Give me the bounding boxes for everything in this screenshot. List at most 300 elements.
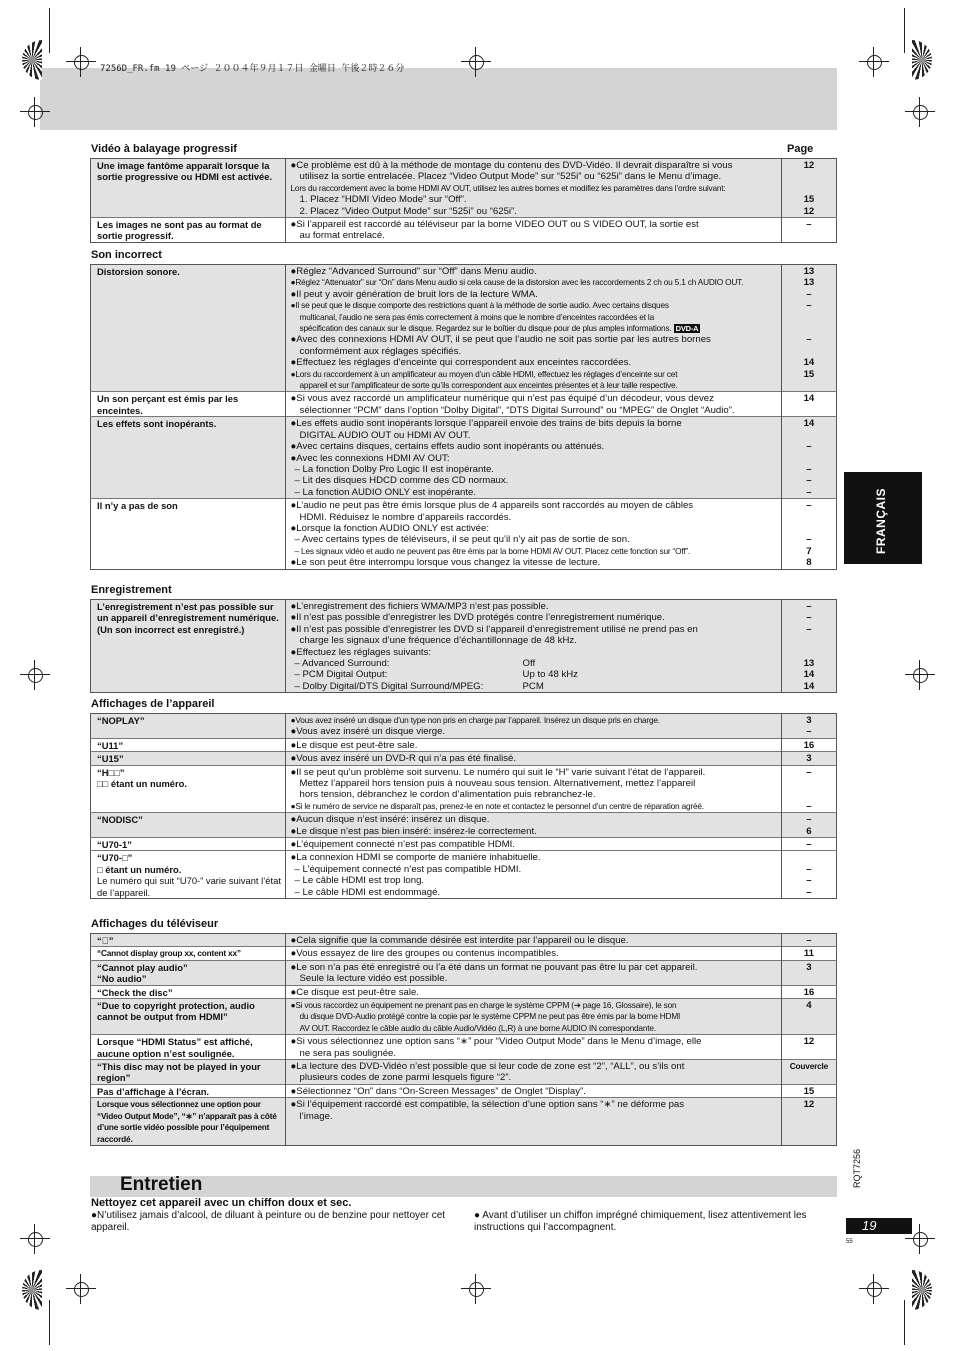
table-row [91, 218, 837, 243]
cause-cell [91, 1060, 286, 1085]
remedy-line: ●Lorsque la fonction AUDIO ONLY est activée: [290, 522, 489, 534]
remedy-cell [285, 714, 781, 739]
remedy-line: l’image. [299, 1110, 333, 1122]
setting-value: Off [522, 658, 536, 670]
remedy-line: AV OUT. Raccordez le câble audio du câble Audio/Vidéo (L,R) à une borne AUDIO IN correspondante. [299, 1022, 656, 1033]
table-row [91, 851, 837, 899]
remedy-line: – La fonction Dolby Pro Logic II est inopérante. [294, 463, 494, 475]
page-ref: – [806, 288, 812, 300]
page-ref [782, 973, 836, 984]
cause-text: L’enregistrement n’est pas possible sur un appareil d’enregistrement numérique. (Un son incorrect est enregistré.) [97, 601, 279, 635]
model-code: RQT7256 [852, 1148, 862, 1188]
page-ref: 12 [803, 1036, 815, 1048]
page-ref [782, 789, 836, 800]
remedy-line: ●Effectuez les réglages suivants: [290, 646, 432, 658]
remedy-cell [285, 392, 781, 417]
page-ref: – [806, 800, 812, 812]
remedy-cell [285, 813, 781, 838]
remedy-line: ●L’enregistrement des fichiers WMA/MP3 n’est pas possible. [290, 601, 549, 612]
registration-mark-icon [20, 660, 50, 690]
registration-mark-icon [905, 97, 935, 127]
page-ref: – [806, 219, 812, 231]
page-ref: – [806, 623, 812, 635]
unit-display-table [90, 713, 837, 899]
remedy-line: ●Aucun disque n’est inséré: insérez un disque. [290, 814, 490, 826]
page-ref: 13 [803, 658, 815, 669]
page-ref: 11 [803, 948, 814, 960]
small-number: 55 [846, 1239, 853, 1245]
page-ref: – [806, 935, 812, 946]
sound-troubleshooting-table [90, 264, 837, 570]
registration-mark-icon [461, 47, 491, 77]
page-cell [781, 765, 836, 813]
page-ref: – [806, 463, 812, 475]
remedy-line: du disque DVD-Audio protégé contre la copie par le système CPPM ne peut pas être émis par la borne HDMI [299, 1011, 681, 1022]
setting-name: – Dolby Digital/DTS Digital Surround/MPEG: [294, 680, 484, 692]
remedy-line: Mettez l’appareil hors tension puis à nouveau sous tension. Alternativement, mettez l’appareil [299, 778, 696, 790]
cause-cell [91, 999, 286, 1035]
cause-text: “NODISC” [97, 814, 143, 826]
remedy-line: – Le câble HDMI est endommagé. [294, 886, 441, 898]
table-row [91, 1084, 837, 1097]
page-ref: 14 [803, 669, 815, 681]
remedy-line: ●Avec certains disques, certains effets audio sont inopérants ou atténués. [290, 441, 605, 453]
remedy-cell [285, 1098, 781, 1146]
remedy-cell [285, 218, 781, 243]
page-ref [782, 647, 836, 658]
cause-cell [91, 1084, 286, 1097]
crop-line [49, 1300, 50, 1345]
page-cell [781, 714, 836, 739]
registration-mark-icon [20, 1224, 50, 1254]
crop-target-icon [22, 1270, 42, 1310]
cause-cell [91, 1035, 286, 1060]
page-ref: – [806, 334, 812, 346]
remedy-line: 1. Placez “HDMI Video Mode” sur “Off”. [299, 194, 467, 206]
page-ref: 15 [803, 1085, 815, 1097]
registration-mark-icon [859, 47, 889, 77]
remedy-cell [285, 960, 781, 985]
section-title-son: Son incorrect [91, 249, 162, 261]
remedy-line: ●Si l’appareil est raccordé au téléviseur par la borne VIDEO OUT ou S VIDEO OUT, la sortie est [290, 219, 699, 231]
cause-cell [91, 392, 286, 417]
page-ref [782, 171, 836, 182]
page-ref: – [806, 863, 812, 875]
cause-text: “U70-1” [97, 839, 132, 851]
page-ref: – [806, 475, 812, 487]
remedy-cell [285, 417, 781, 499]
remedy-line: ●Réglez “Attenuator” sur “On” dans Menu audio si cela cause de la distorsion avec les raccordements 2 ch ou 5.1 ch AUDIO OUT. [290, 277, 744, 288]
table-row [91, 714, 837, 739]
cause-cell [91, 714, 286, 739]
crop-line [904, 8, 905, 53]
cause-text: “This disc may not be played in your region” [97, 1061, 261, 1084]
cause-cell [91, 985, 286, 998]
section-title-affichages-appareil: Affichages de l’appareil [91, 698, 215, 710]
cause-text: □ étant un numéro. [97, 863, 182, 875]
cause-text: “Cannot play audio” [97, 961, 188, 973]
remedy-cell [285, 1060, 781, 1085]
table-row [91, 265, 837, 392]
page-ref: 3 [806, 961, 812, 973]
remedy-line: hors tension, débranchez le cordon d’alimentation puis rebranchez-le. [299, 789, 596, 801]
remedy-line: conformément aux réglages spécifiés. [299, 345, 462, 357]
entretien-left-bullet: ●N’utilisez jamais d’alcool, de diluant à peinture ou de benzine pour nettoyer cet appareil. [91, 1210, 446, 1233]
remedy-line: ●Effectuez les réglages d’enceinte qui correspondent aux enceintes raccordées. [290, 357, 632, 369]
page-ref [782, 1048, 836, 1059]
table-row [91, 960, 837, 985]
page-ref: – [806, 486, 812, 498]
remedy-cell [285, 934, 781, 947]
table-row [91, 499, 837, 569]
cause-text: Lorsque vous sélectionnez une option pour “Video Output Mode”, “∗” n’apparaît pas à côté d’une sortie vidéo possible pour l’équipement raccordé. [97, 1099, 277, 1144]
remedy-cell [285, 159, 781, 218]
table-row [91, 752, 837, 765]
file-info-line: 7256D_FR.fm 19 ページ ２００４年９月１７日 金曜日 午後２時２６分 [100, 64, 405, 74]
registration-mark-icon [905, 660, 935, 690]
remedy-line: ●Si vous raccordez un équipement ne prenant pas en charge le système CPPM (➔ page 16, Glossaire), le son [290, 1000, 677, 1011]
crop-target-icon [22, 40, 42, 80]
page-ref: 13 [803, 277, 815, 289]
table-row [91, 392, 837, 417]
header-band [40, 68, 837, 130]
page-cell [781, 600, 836, 693]
page-ref [782, 405, 836, 416]
page-cell [781, 392, 836, 417]
page-ref: – [806, 766, 812, 778]
remedy-line: ●Vous avez inséré un DVD-R qui n’a pas été finalisé. [290, 753, 517, 765]
cause-cell [91, 765, 286, 813]
remedy-line: – L’équipement connecté n’est pas compatible HDMI. [294, 863, 522, 875]
page-ref: 12 [803, 1099, 815, 1111]
page-ref: – [806, 612, 812, 624]
cause-cell [91, 738, 286, 751]
setting-name: – Advanced Surround: [294, 658, 390, 670]
remedy-line: ●Lors du raccordement à un amplificateur au moyen d’un câble HDMI, effectuez les réglages d’enceinte sur cet [290, 368, 678, 379]
remedy-line: appareil et sur l’amplificateur de sorte qu’ils correspondent aux enceintes présentes et à leur taille respective. [299, 380, 678, 391]
page-ref: 8 [806, 557, 812, 569]
remedy-cell [285, 738, 781, 751]
remedy-line: ●Ce problème est dû à la méthode de montage du contenu des DVD-Vidéo. Il devrait disparaître si vous [290, 160, 733, 171]
page-ref: 15 [803, 194, 815, 206]
registration-mark-icon [66, 47, 96, 77]
cause-cell [91, 1098, 286, 1146]
remedy-line: sélectionner “PCM” dans l’option “Dolby Digital”, “DTS Digital Surround” ou “MPEG” de Onglet “Audio”. [299, 404, 735, 416]
page-ref: – [806, 814, 812, 826]
table-row [91, 1060, 837, 1085]
page-ref: 7 [806, 545, 812, 557]
page-ref: 16 [803, 739, 815, 751]
page-cell [781, 417, 836, 499]
remedy-line: utilisez la sortie entrelacée. Placez “Video Output Mode” sur “525i” ou “625i” dans le Menu d’image. [299, 171, 722, 183]
cause-text: “U11” [97, 739, 124, 751]
remedy-line: ●Si le numéro de service ne disparaît pas, prenez-le en note et contactez le personnel d’un centre de réparation agréé. [290, 800, 704, 811]
page-number: 19 [862, 1218, 877, 1233]
page-ref [782, 452, 836, 463]
remedy-line: – Le câble HDMI est trop long. [294, 875, 425, 887]
page-column-label: Page [787, 143, 814, 155]
page-cell [781, 1098, 836, 1146]
remedy-cell [285, 765, 781, 813]
page-ref: – [806, 601, 812, 612]
page-ref: – [806, 726, 812, 738]
page-ref: 3 [806, 715, 812, 726]
remedy-line: ●Cela signifie que la commande désirée est interdite par l’appareil ou le disque. [290, 935, 629, 946]
page-cell [781, 851, 836, 899]
remedy-line: multicanal, l’audio ne sera pas émis correctement à moins que le nombre d’enceintes raccordées et la [299, 311, 654, 322]
section-title-enregistrement: Enregistrement [91, 584, 172, 596]
page-ref [782, 1111, 836, 1122]
recording-troubleshooting-table [90, 599, 837, 693]
remedy-line: ●Le son peut être interrompu lorsque vous changez la vitesse de lecture. [290, 557, 601, 569]
section-title-affichages-televiseur: Affichages du téléviseur [91, 918, 219, 930]
page-ref [782, 230, 836, 241]
table-row [91, 838, 837, 851]
cause-text: Les effets sont inopérants. [97, 418, 217, 430]
remedy-line: ●Les effets audio sont inopérants lorsque l’appareil envoie des trains de bits depuis la borne [290, 418, 682, 430]
cause-text: Les images ne sont pas au format de sortie progressif. [97, 219, 262, 242]
remedy-line [291, 658, 778, 669]
page-cell [781, 1060, 836, 1085]
page-ref: 14 [803, 418, 815, 430]
registration-mark-icon [461, 1274, 491, 1304]
remedy-line: HDMI. Réduisez le nombre d’appareils raccordés. [299, 511, 512, 523]
remedy-cell [285, 947, 781, 960]
remedy-cell [285, 600, 781, 693]
registration-mark-icon [859, 1274, 889, 1304]
cause-cell [91, 265, 286, 392]
table-row [91, 417, 837, 499]
remedy-cell [285, 499, 781, 569]
page-ref [782, 183, 836, 194]
page-ref: 14 [803, 680, 815, 692]
page-ref: 12 [803, 205, 815, 217]
setting-value: Up to 48 kHz [522, 669, 578, 681]
remedy-line: ●Vous avez inséré un disque vierge. [290, 726, 446, 738]
page-cell [781, 934, 836, 947]
remedy-line [291, 681, 778, 692]
page-ref [782, 852, 836, 863]
remedy-cell [285, 985, 781, 998]
tv-display-table [90, 933, 837, 1146]
page-ref: – [806, 300, 812, 312]
section-title-video: Vidéo à balayage progressif [91, 143, 237, 155]
language-label: FRANÇAIS [874, 488, 888, 554]
page-cell [781, 999, 836, 1035]
page-ref: – [806, 534, 812, 546]
page-cell [781, 265, 836, 392]
page-ref [782, 1023, 836, 1034]
page-cell [781, 218, 836, 243]
page-ref: Couvercle [789, 1061, 829, 1072]
cause-text: “Due to copyright protection, audio cannot be output from HDMI” [97, 1000, 255, 1023]
remedy-line: – La fonction AUDIO ONLY est inopérante. [294, 486, 477, 498]
cause-cell [91, 934, 286, 947]
cause-text: Une image fantôme apparaît lorsque la sortie progressive ou HDMI est activée. [97, 160, 273, 183]
cause-cell [91, 813, 286, 838]
dvd-audio-badge: DVD-A [675, 324, 699, 334]
cause-cell [91, 960, 286, 985]
remedy-line: ●Il n’est pas possible d’enregistrer les DVD protégés contre l’enregistrement numérique. [290, 612, 665, 624]
entretien-right-bullet: ● Avant d’utiliser un chiffon imprégné chimiquement, lisez attentivement les instructions qui l’accompagnent. [474, 1210, 807, 1233]
crop-line [904, 1300, 905, 1345]
remedy-line: ●Vous essayez de lire des groupes ou contenus incompatibles. [290, 948, 559, 960]
page-ref [782, 512, 836, 523]
page-cell [781, 499, 836, 569]
table-row [91, 738, 837, 751]
registration-mark-icon [66, 1274, 96, 1304]
page-number-box [846, 1218, 912, 1234]
cause-text: □□ étant un numéro. [97, 778, 187, 790]
page-ref: 4 [806, 1000, 812, 1012]
cause-cell [91, 947, 286, 960]
remedy-line: charge les signaux d’une fréquence d’échantillonnage de 48 kHz. [299, 635, 577, 647]
cause-cell [91, 499, 286, 569]
remedy-line: ●Le son n’a pas été enregistré ou l’a été dans un format ne pouvant pas être lu par cet appareil. [290, 961, 698, 973]
cause-text: “U70-□” [97, 852, 133, 864]
remedy-line: spécification des canaux sur le disque. Regardez sur le boîtier du disque pour de plus amples informations. DVD-A [299, 323, 699, 334]
page-ref: – [806, 839, 812, 851]
remedy-line: ●Si vous avez raccordé un amplificateur numérique qui n’est pas équipé d’un décodeur, vous devez [290, 393, 714, 405]
page-cell [781, 1084, 836, 1097]
cause-text: “H□□” [97, 766, 125, 778]
table-row [91, 934, 837, 947]
setting-value: PCM [522, 680, 544, 692]
remedy-line: 2. Placez “Video Output Mode” sur “525i” ou “625i”. [299, 205, 517, 217]
cause-cell [91, 851, 286, 899]
remedy-line: ●Le disque est peut-être sale. [290, 739, 418, 751]
remedy-line: plusieurs codes de zone parmi lesquels figure “2”. [299, 1072, 512, 1084]
page-ref [782, 523, 836, 534]
table-row [91, 1098, 837, 1146]
remedy-cell [285, 752, 781, 765]
remedy-line: ●Vous avez inséré un disque d’un type non pris en charge par l’appareil. Insérez un disque pris en charge. [290, 715, 660, 725]
page-ref [782, 635, 836, 646]
remedy-cell [285, 999, 781, 1035]
remedy-line: au format entrelacé. [299, 230, 385, 242]
page-ref: 6 [806, 825, 812, 837]
cause-text: “Check the disc” [97, 986, 173, 998]
page-cell [781, 738, 836, 751]
cause-text: Distorsion sonore. [97, 266, 180, 277]
page-cell [781, 960, 836, 985]
table-row [91, 159, 837, 218]
page-cell [781, 947, 836, 960]
remedy-line: ●Si vous sélectionnez une option sans “∗” pour “Video Output Mode” dans le Menu d’image, elle [290, 1036, 702, 1048]
table-row [91, 600, 837, 693]
cause-cell [91, 752, 286, 765]
remedy-line: ●La connexion HDMI se comporte de manière inhabituelle. [290, 852, 541, 864]
cause-text: Lorsque “HDMI Status” est affiché, aucune option n’est soulignée. [97, 1036, 253, 1059]
table-row [91, 999, 837, 1035]
remedy-line [291, 669, 778, 680]
crop-target-icon [912, 1270, 932, 1310]
page-ref [782, 323, 836, 334]
registration-mark-icon [20, 97, 50, 127]
cause-text: Un son perçant est émis par les enceintes. [97, 393, 239, 416]
table-row [91, 985, 837, 998]
remedy-line: ●Il peut y avoir génération de bruit lors de la lecture WMA. [290, 288, 538, 300]
page-ref: – [806, 500, 812, 512]
remedy-line: ●Réglez “Advanced Surround” sur “Off” dans Menu audio. [290, 266, 537, 277]
entretien-subtitle: Nettoyez cet appareil avec un chiffon doux et sec. [91, 1197, 352, 1209]
language-side-tab [844, 472, 922, 564]
page-ref [782, 1011, 836, 1022]
page-ref [782, 312, 836, 323]
remedy-line: DIGITAL AUDIO OUT ou HDMI AV OUT. [299, 429, 471, 441]
page-ref: 3 [806, 753, 812, 765]
cause-text: “⃠” [97, 935, 114, 946]
remedy-line: ●L’audio ne peut pas être émis lorsque plus de 4 appareils sont raccordés au moyen de câbles [290, 500, 694, 512]
remedy-line: – Les signaux vidéo et audio ne peuvent pas être émis par la borne HDMI AV OUT. Placez cette fonction sur “Off”. [294, 545, 691, 556]
page-cell [781, 838, 836, 851]
remedy-line: – Avec certains types de téléviseurs, il se peut qu’il n’y ait pas de sortie de son. [294, 534, 630, 546]
cause-cell [91, 838, 286, 851]
cause-text: “NOPLAY” [97, 715, 145, 726]
table-row [91, 947, 837, 960]
remedy-cell [285, 1035, 781, 1060]
page-ref [782, 778, 836, 789]
page-ref: 14 [803, 393, 815, 405]
video-troubleshooting-table [90, 158, 837, 243]
page-ref: 15 [803, 368, 815, 380]
cause-cell [91, 218, 286, 243]
page-ref [782, 1072, 836, 1083]
page-ref: 13 [803, 266, 815, 277]
remedy-cell [285, 1084, 781, 1097]
cause-cell [91, 417, 286, 499]
table-row [91, 1035, 837, 1060]
page-cell [781, 752, 836, 765]
remedy-line: ●Il se peut qu’un problème soit survenu. Le numéro qui suit le “H” varie suivant l’état de l’appareil. [290, 766, 706, 778]
remedy-line: ne sera pas soulignée. [299, 1047, 397, 1059]
page-ref [782, 380, 836, 391]
remedy-line: Seule la lecture vidéo est possible. [299, 973, 448, 985]
remedy-line: – Lit des disques HDCD comme des CD normaux. [294, 475, 509, 487]
remedy-line: ●Sélectionnez “On” dans “On-Screen Messages” de Onglet “Display”. [290, 1085, 586, 1097]
setting-name: – PCM Digital Output: [294, 669, 388, 681]
page-ref: 14 [803, 357, 815, 369]
remedy-line: ●Ce disque est peut-être sale. [290, 986, 419, 998]
cause-text: “U15” [97, 753, 124, 765]
entretien-title: Entretien [120, 1174, 203, 1195]
remedy-line: ●Il n’est pas possible d’enregistrer les DVD si l’appareil d’enregistrement utilisé ne prend pas en [290, 623, 698, 635]
page-cell [781, 813, 836, 838]
remedy-line: ●Il se peut que le disque comporte des restrictions quant à la méthode de sortie audio. Avec certains disques [290, 300, 669, 311]
remedy-line: ●L’équipement connecté n’est pas compatible HDMI. [290, 839, 515, 851]
page-cell [781, 985, 836, 998]
remedy-line: ●La lecture des DVD-Vidéo n’est possible que si leur code de zone est “2”, “ALL”, ou s’ils ont [290, 1061, 685, 1073]
page-cell [781, 159, 836, 218]
remedy-line: ●Le disque n’est pas bien inséré: insérez-le correctement. [290, 825, 537, 837]
remedy-line: ●Avec les connexions HDMI AV OUT: [290, 452, 450, 464]
cause-text: Pas d’affichage à l’écran. [97, 1085, 210, 1097]
remedy-cell [285, 851, 781, 899]
cause-cell [91, 600, 286, 693]
page-cell [781, 1035, 836, 1060]
page-ref: – [806, 886, 812, 898]
crop-line [49, 8, 50, 53]
page-ref [782, 346, 836, 357]
cause-text: Il n’y a pas de son [97, 500, 178, 512]
remedy-line: ●Avec des connexions HDMI AV OUT, il se peut que l’audio ne soit pas sortie par les autres bornes [290, 334, 711, 346]
remedy-cell [285, 265, 781, 392]
page-ref: – [806, 875, 812, 887]
page-ref: 16 [803, 986, 815, 998]
table-row [91, 813, 837, 838]
crop-target-icon [912, 40, 932, 80]
cause-cell [91, 159, 286, 218]
